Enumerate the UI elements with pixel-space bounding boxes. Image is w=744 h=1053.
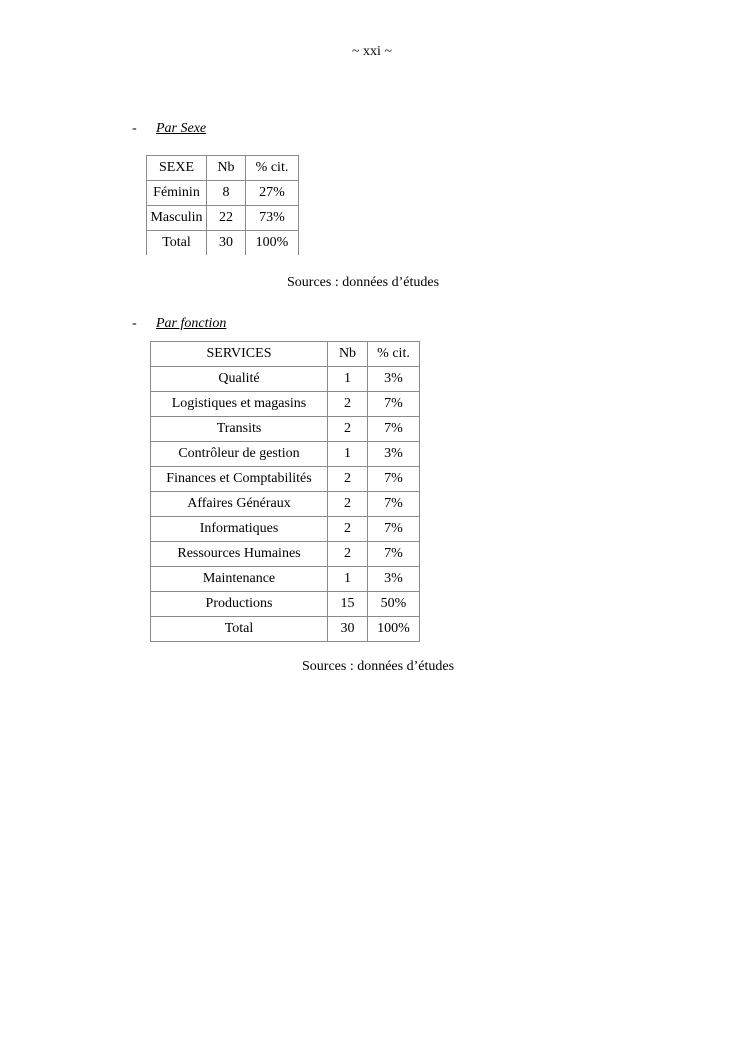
table-cell: 7% [368, 542, 420, 567]
table-row [151, 592, 420, 617]
table-cell: 50% [368, 592, 420, 617]
table-row [151, 392, 420, 417]
table-row [147, 206, 299, 231]
table-row [151, 517, 420, 542]
table-cell: Logistiques et magasins [151, 392, 328, 417]
column-header: Nb [207, 156, 246, 181]
table-cell: 2 [328, 417, 368, 442]
bullet-dash: - [132, 316, 137, 331]
table-cell: Ressources Humaines [151, 542, 328, 567]
table-sexe [146, 155, 299, 255]
table-cell: Informatiques [151, 517, 328, 542]
bullet-dash: - [132, 121, 137, 136]
table-row [151, 417, 420, 442]
table-cell: 7% [368, 517, 420, 542]
table-cell: 1 [328, 367, 368, 392]
table-cell: Qualité [151, 367, 328, 392]
table-cell: Féminin [147, 181, 207, 206]
table-cell: 2 [328, 467, 368, 492]
source-note-fonction: Sources : données d’études [302, 659, 455, 674]
table-cell: 8 [207, 181, 246, 206]
table-cell: Finances et Comptabilités [151, 467, 328, 492]
page-number: ~ xxi ~ [351, 44, 393, 59]
table-cell: 7% [368, 392, 420, 417]
table-cell: 30 [328, 617, 368, 642]
table-row [151, 467, 420, 492]
table-cell: 3% [368, 567, 420, 592]
table-row-total [147, 231, 299, 256]
table-row [151, 542, 420, 567]
table-cell: 100% [368, 617, 420, 642]
table-cell: Masculin [147, 206, 207, 231]
table-row [151, 567, 420, 592]
source-note-sexe: Sources : données d’études [287, 275, 440, 290]
table-cell: Total [151, 617, 328, 642]
table-cell: 22 [207, 206, 246, 231]
table-cell: Maintenance [151, 567, 328, 592]
table-header-row [151, 342, 420, 367]
table-row [147, 181, 299, 206]
table-cell: 100% [246, 231, 299, 256]
table-cell: 27% [246, 181, 299, 206]
column-header: % cit. [368, 342, 420, 367]
table-cell: 1 [328, 442, 368, 467]
table-cell: Affaires Généraux [151, 492, 328, 517]
table-header-row [147, 156, 299, 181]
table-cell: 3% [368, 442, 420, 467]
table-cell: 7% [368, 417, 420, 442]
table-row-total [151, 617, 420, 642]
table-row [151, 367, 420, 392]
table-cell: 3% [368, 367, 420, 392]
table-row [151, 442, 420, 467]
section-title-fonction: Par fonction [156, 316, 227, 331]
table-cell: Productions [151, 592, 328, 617]
column-header: SERVICES [151, 342, 328, 367]
table-cell: 15 [328, 592, 368, 617]
table-fonction [150, 341, 420, 642]
table-cell: 2 [328, 492, 368, 517]
section-title-sexe: Par Sexe [156, 121, 207, 136]
table-cell: Transits [151, 417, 328, 442]
table-row [151, 492, 420, 517]
table-cell: 2 [328, 542, 368, 567]
column-header: Nb [328, 342, 368, 367]
table-cell: 73% [246, 206, 299, 231]
table-cell: Contrôleur de gestion [151, 442, 328, 467]
table-cell: 1 [328, 567, 368, 592]
table-cell: 30 [207, 231, 246, 256]
table-cell: 2 [328, 392, 368, 417]
table-cell: 2 [328, 517, 368, 542]
column-header: % cit. [246, 156, 299, 181]
table-cell: Total [147, 231, 207, 256]
column-header: SEXE [147, 156, 207, 181]
table-cell: 7% [368, 492, 420, 517]
table-cell: 7% [368, 467, 420, 492]
